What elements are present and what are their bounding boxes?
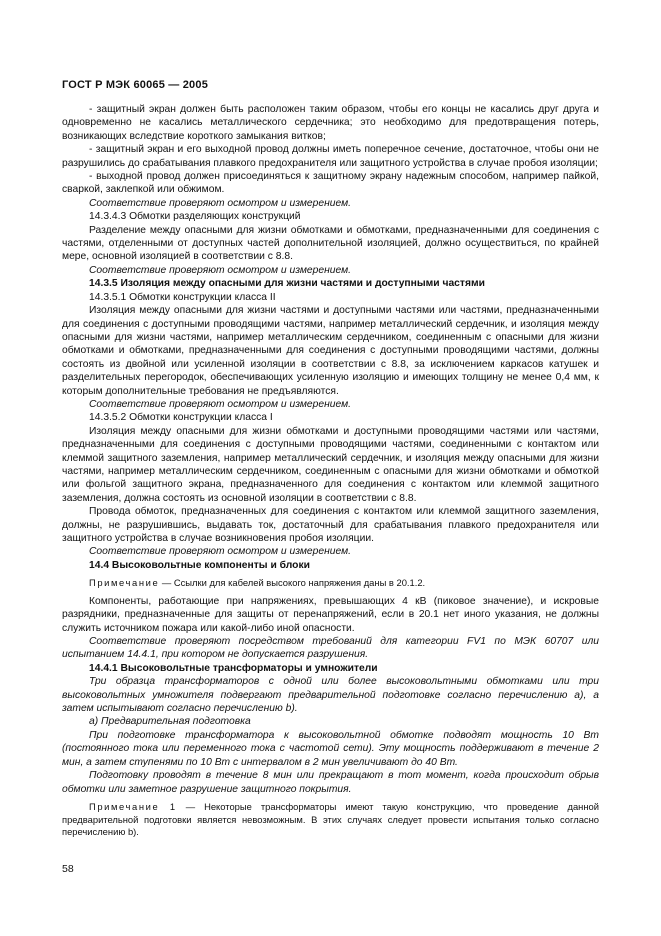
subsection-heading: 14.3.5.1 Обмотки конструкции класса II <box>89 291 276 303</box>
compliance-note: Соответствие проверяют осмотром и измерением. <box>89 398 352 410</box>
paragraph: Разделение между опасными для жизни обмотками и обмотками, предназначенными для соединения с частями, отделенными от доступных частей дополнительной изоляцией, должно осуществиться, по крайней мере, основной изоляцией в соответствии с 8.8. <box>62 224 599 263</box>
subsection-heading: 14.3.4.3 Обмотки разделяющих конструкций <box>89 211 301 223</box>
compliance-note: Соответствие проверяют осмотром и измерением. <box>89 264 352 276</box>
paragraph: Подготовку проводят в течение 8 мин или прекращают в тот момент, когда происходит обрыв обмотки или заметное разрушение защитного покрытия. <box>62 770 599 795</box>
note-label: Примечание <box>89 577 160 589</box>
document-body <box>62 103 599 844</box>
note-text: — Ссылки для кабелей высокого напряжения даны в 20.1.2. <box>159 577 426 589</box>
compliance-note: Соответствие проверяют осмотром и измерением. <box>89 546 352 558</box>
section-heading: 14.4.1 Высоковольтные трансформаторы и умножители <box>89 662 378 674</box>
paragraph: - защитный экран и его выходной провод должны иметь поперечное сечение, достаточное, чтобы они не разрушились до срабатывания плавкого предохранителя или защитного устройства в случае пробоя изоляции; <box>62 144 599 169</box>
paragraph: - защитный экран должен быть расположен таким образом, чтобы его концы не касались друг друга и одновременно не касались металлического сердечника; это необходимо для предотвращения потерь, возникающих вследствие короткого замыкания витков; <box>62 104 599 142</box>
paragraph: При подготовке трансформатора к высоковольтной обмотке подводят мощность 10 Вт (постоянного тока или переменного тока с частотой сети). Эту мощность поддерживают в течение 2 мин, а затем ступенями по 10 Вт с интервалом в 2 мин увеличивают до 40 Вт. <box>62 729 599 768</box>
subsection-heading: 14.3.5.2 Обмотки конструкции класса I <box>89 412 273 424</box>
compliance-note: Соответствие проверяют осмотром и измерением. <box>89 197 352 209</box>
paragraph: Три образца трансформаторов с одной или более высоковольтными обмотками или три высоковольтных умножителя подвергают предварительной подготовке согласно перечислению а), а затем испытывают согласно перечислению b). <box>62 676 599 715</box>
standard-header: ГОСТ Р МЭК 60065 — 2005 <box>62 79 209 91</box>
list-item-heading: а) Предварительная подготовка <box>89 716 251 728</box>
note <box>62 801 599 839</box>
paragraph: Компоненты, работающие при напряжениях, превышающих 4 кВ (пиковое значение), и искровые разрядники, предназначенные для защиты от перенапряжений, если в 20.1 нет иного указания, не должны служить источником пожара или какой-либо иной опасности. <box>62 595 599 634</box>
section-heading: 14.3.5 Изоляция между опасными для жизни частями и доступными частями <box>89 278 485 290</box>
note <box>62 577 599 590</box>
section-heading: 14.4 Высоковольтные компоненты и блоки <box>89 559 310 571</box>
note-label: Примечание 1 <box>89 800 177 812</box>
paragraph: Изоляция между опасными для жизни частями и доступными частями или частями, предназначенными для соединения с доступными проводящими частями, например металлический сердечник, и изоляция между опасными для жизни частями, например металлическим сердечником, соединенным с опасными для жизни обмотками и обмотками, предназначенными для соединения с доступными проводящими частями, должны состоять из двойной или усиленной изоляции в соответствии с 8.8, за исключением каркасов катушек и разделительных перегородок, обеспечивающих усиленную изоляцию и имеющих толщину не менее 0,4 мм, к которым дополнительные требования не предъявляются. <box>62 305 599 397</box>
paragraph: - выходной провод должен присоединяться к защитному экрану надежным способом, например пайкой, сваркой, заклепкой или обжимом. <box>62 171 599 196</box>
page-number: 58 <box>62 863 74 875</box>
compliance-note: Соответствие проверяют посредством требований для категории FV1 по МЭК 60707 или испытанием 14.4.1, при котором не допускается разрушения. <box>62 636 599 661</box>
paragraph: Провода обмоток, предназначенных для соединения с контактом или клеммой защитного заземления, должны, не разрушившись, выдавать ток, достаточный для срабатывания плавкого предохранителя или защитного устройства в случае возникновения пробоя изоляции. <box>62 506 599 544</box>
note-text: — Некоторые трансформаторы имеют такую конструкцию, что проведение данной предварительной подготовки является невозможным. В этих случаях следует провести испытания только согласно перечислению b). <box>62 800 599 838</box>
paragraph: Изоляция между опасными для жизни обмотками и доступными проводящими частями или частями, предназначенными для соединения с доступными проводящими частями, соединенными с контактом или клеммой защитного заземления, например металлический сердечник, и изоляция между опасными для жизни частями, например металлическим сердечником, соединенным с опасными для жизни обмотками и обмоткой или фольгой защитного экрана, предназначенного для соединения с контактом или клеммой защитного заземления, должна состоять из основной изоляции в соответствии с 8.8. <box>62 425 599 504</box>
